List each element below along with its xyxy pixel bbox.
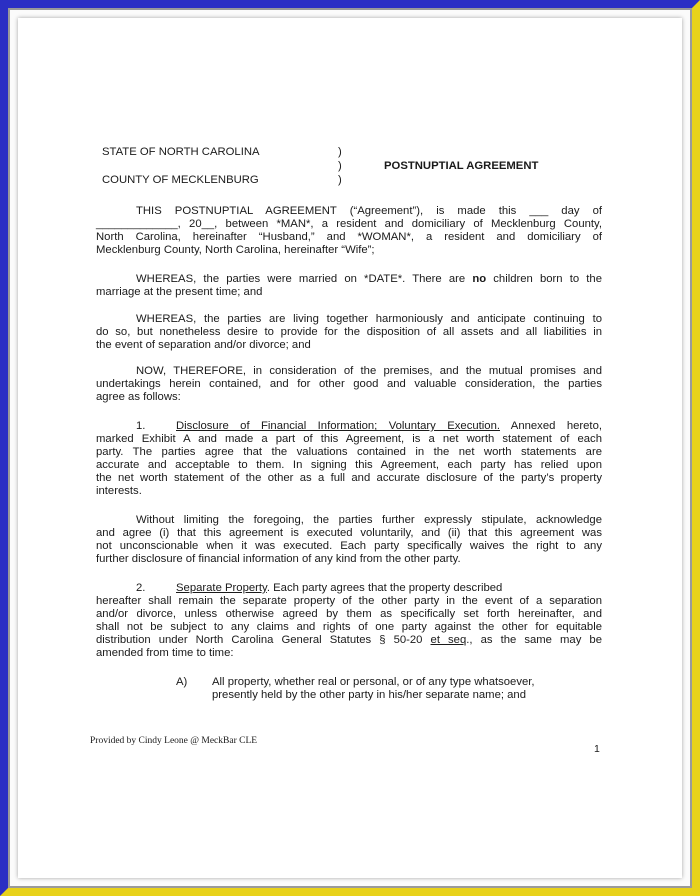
- limiting-line: and agree (i) that this agreement is executed voluntarily, and (ii) that this agreement was: [96, 527, 602, 539]
- section-2-line: amended from time to time:: [96, 647, 234, 659]
- intro-line: _____________, 20__, between *MAN*, a resident and domiciliary of Mecklenburg County,: [96, 218, 602, 230]
- section-1-text: Annexed hereto,: [500, 420, 602, 432]
- whereas-line: marriage at the present time; and: [96, 286, 263, 298]
- whereas-text: WHEREAS, the parties were married on *DATE*. There are: [136, 273, 473, 285]
- document-title: POSTNUPTIAL AGREEMENT: [384, 160, 539, 172]
- whereas-line: do so, but nonetheless desire to provide for the disposition of all assets and all liabilities in: [96, 326, 602, 338]
- intro-line: North Carolina, hereinafter “Husband,” and *WOMAN*, a resident and domiciliary of: [96, 231, 602, 243]
- caption-paren: ): [338, 146, 342, 158]
- section-1-heading: Disclosure of Financial Information; Voluntary Execution.: [176, 420, 500, 432]
- limiting-line: further disclosure of financial information of any kind from the other party.: [96, 553, 461, 565]
- section-number: 1.: [136, 420, 146, 432]
- section-2-first-line: [176, 582, 502, 595]
- intro-line: THIS POSTNUPTIAL AGREEMENT (“Agreement”), is made this ___ day of: [136, 205, 602, 217]
- section-2-line: shall not be subject to any claims and rights of one party against the other for equitable: [96, 621, 602, 633]
- page-number: 1: [594, 743, 600, 755]
- section-2-text: . Each party agrees that the property described: [266, 582, 503, 594]
- section-1-line: interests.: [96, 485, 142, 497]
- section-2-line: hereafter shall remain the separate property of the other party in the event of a separation: [96, 595, 602, 607]
- item-a-label: A): [176, 676, 188, 688]
- limiting-line: Without limiting the foregoing, the parties further expressly stipulate, acknowledge: [136, 514, 602, 526]
- item-a-line: presently held by the other party in his/her separate name; and: [212, 689, 526, 701]
- caption-paren: ): [338, 160, 342, 172]
- section-1-line: party. The parties agree that the valuations contained in the net worth statements are: [96, 446, 602, 458]
- et-seq: et seq: [430, 634, 467, 646]
- section-2-text: distribution under North Carolina General Statutes § 50-20: [96, 634, 431, 646]
- whereas-bold-no: no: [472, 273, 487, 285]
- section-1-line: accurate and acceptable to them. In signing this Agreement, each party has relied upon: [96, 459, 602, 471]
- limiting-line: not unconscionable when it was executed. Each party specifically waives the right to any: [96, 540, 602, 552]
- whereas-line: the event of separation and/or divorce; and: [96, 339, 311, 351]
- now-therefore-line: undertakings herein contained, and for other good and valuable consideration, the parties: [96, 378, 602, 390]
- document-page: [18, 18, 682, 878]
- section-1-line: the net worth statement of the other as a full and accurate disclosure of the party’s property: [96, 472, 602, 484]
- caption-paren: ): [338, 174, 342, 186]
- section-2-line: [96, 634, 602, 647]
- intro-line: Mecklenburg County, North Carolina, hereinafter “Wife”;: [96, 244, 375, 256]
- section-1-line: marked Exhibit A and made a part of this Agreement, is a net worth statement of each: [96, 433, 602, 445]
- section-2-heading: Separate Property: [176, 582, 267, 594]
- now-therefore-line: NOW, THEREFORE, in consideration of the premises, and the mutual promises and: [136, 365, 602, 377]
- whereas-line: [136, 273, 602, 286]
- footer-provider: Provided by Cindy Leone @ MeckBar CLE: [90, 736, 258, 746]
- section-number: 2.: [136, 582, 146, 594]
- item-a-line: All property, whether real or personal, or of any type whatsoever,: [212, 676, 535, 688]
- whereas-text: children born to the: [486, 273, 602, 285]
- section-1-first-line: [176, 420, 602, 433]
- section-2-text: ., as the same may be: [466, 634, 602, 646]
- county-caption: COUNTY OF MECKLENBURG: [102, 174, 259, 186]
- whereas-line: WHEREAS, the parties are living together harmoniously and anticipate continuing to: [136, 313, 602, 325]
- section-2-line: and/or divorce, unless otherwise agreed by them as specifically set forth hereinafter, and: [96, 608, 602, 620]
- now-therefore-line: agree as follows:: [96, 391, 181, 403]
- state-caption: STATE OF NORTH CAROLINA: [102, 146, 260, 158]
